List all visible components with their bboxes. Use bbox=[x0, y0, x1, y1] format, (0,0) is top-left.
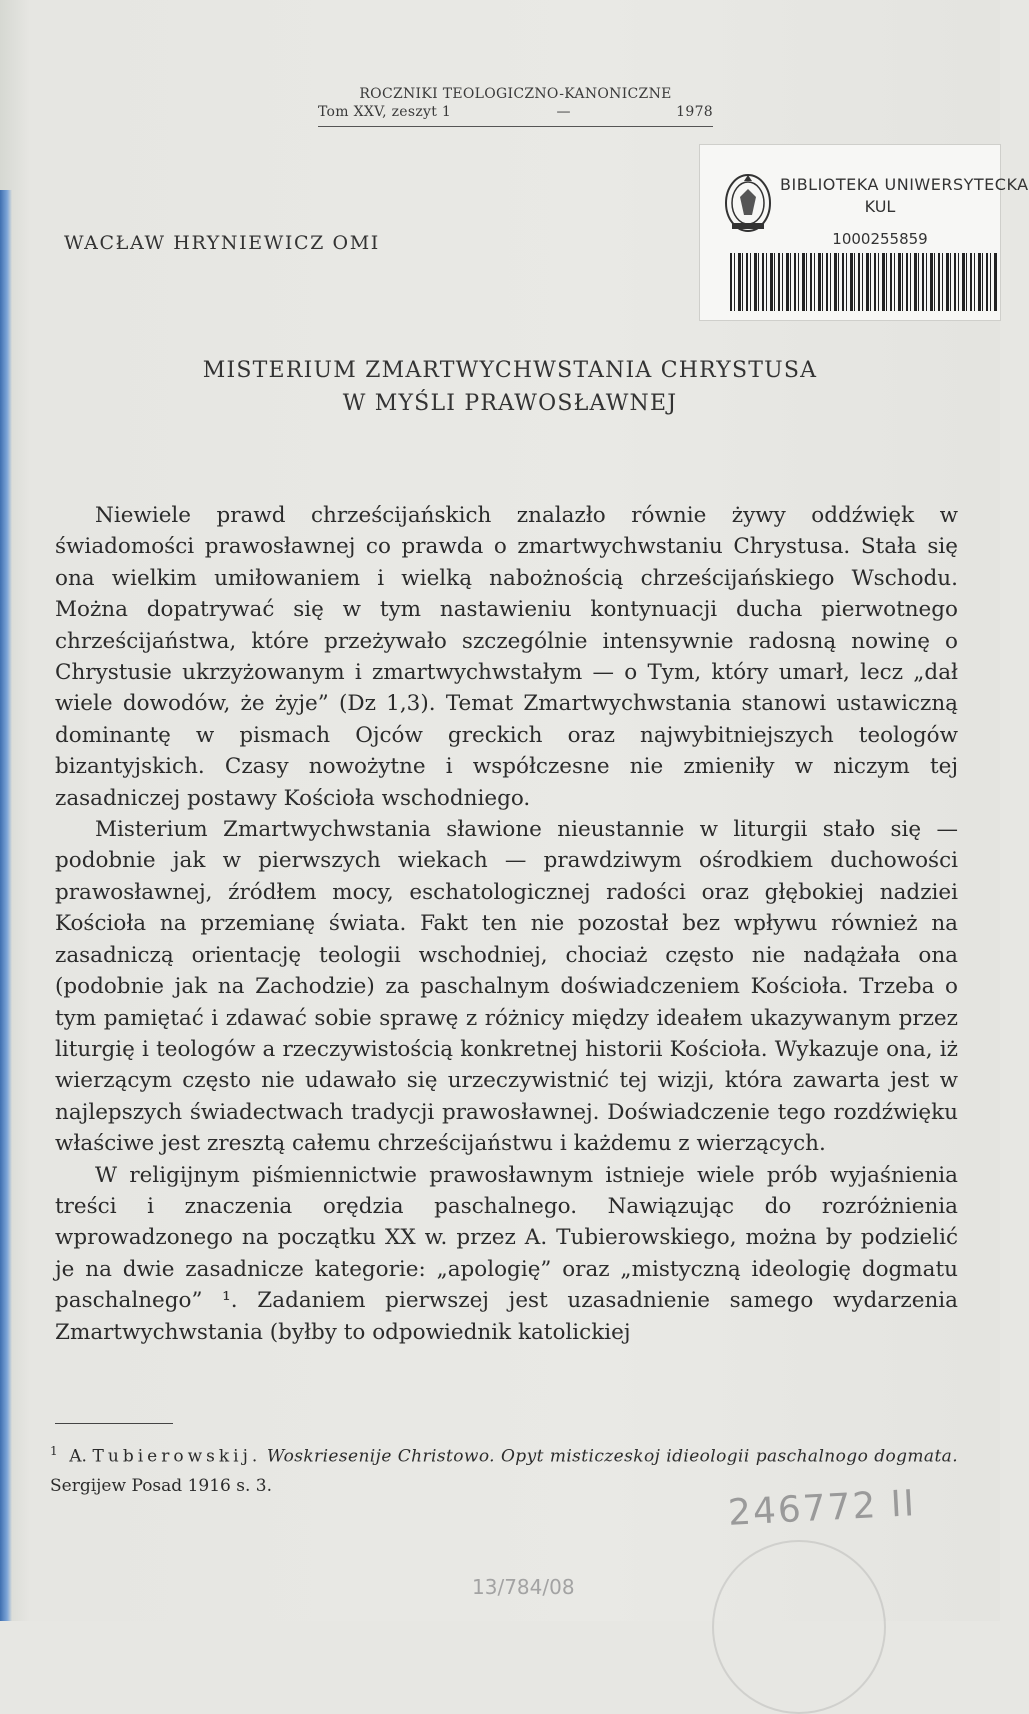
library-name: BIBLIOTEKA UNIWERSYTECKA bbox=[780, 175, 1029, 194]
article-title bbox=[160, 354, 860, 420]
article-body bbox=[55, 500, 958, 1348]
university-seal-icon bbox=[722, 167, 774, 237]
binding-edge bbox=[0, 190, 12, 1621]
paragraph-1: Niewiele prawd chrześcijańskich znalazło równie żywy oddźwięk w świadomości prawosławnej co prawda o zmartwychwstaniu Chrystusa. Stała się ona wielkim umiłowaniem i wielką nabożnością chrześcijańskiego Wschodu. Można dopatrywać się w tym nastawieniu kontynuacji ducha pierwotnego chrześcijaństwa, które przeżywało szczególnie intensywnie radosną nowinę o Chrystusie ukrzyżowanym i zmartwychwstałym — o Tym, który umarł, lecz „dał wiele dowodów, że żyje” (Dz 1,3). Temat Zmartwychwstania stanowi ustawiczną dominantę w pismach Ojców greckich oraz najwybitniejszych teologów bizantyjskich. Czasy nowożytne i współczesne nie zmieniły w niczym tej zasadniczej postawy Kościoła wschodniego. bbox=[55, 503, 958, 811]
library-sub: KUL bbox=[864, 197, 896, 216]
pencil-ref: 13/784/08 bbox=[472, 1575, 575, 1599]
library-label bbox=[700, 145, 1029, 320]
footnote-number: 1 bbox=[50, 1444, 58, 1458]
journal-volume-row bbox=[318, 104, 713, 120]
paragraph-2: Misterium Zmartwychwstania sławione nieustannie w liturgii stało się — podobnie jak w pierwszych wiekach — prawdziwym ośrodkiem duchowości prawosławnej, źródłem mocy, eschatologicznej radości oraz głębokiej nadziei Kościoła na przemianę świata. Fakt ten nie pozostał bez wpływu również na zasadniczą orientację teologii wschodniej, chociaż często nie nadążała ona (podobnie jak na Zachodzie) za paschalnym doświadczeniem Kościoła. Trzeba o tym pamiętać i zdawać sobie sprawę z różnicy między ideałem ukazywanym przez liturgię i teologów a rzeczywistością konkretnej historii Kościoła. Wykazuje ona, iż wierzącym często nie udawało się urzeczywistnić tej wizji, która zawarta jest w najlepszych świadectwach tradycji prawosławnej. Doświadczenie tego rozdźwięku właściwe jest zresztą całemu chrześcijaństwu i każdemu z wierzących. bbox=[55, 817, 958, 1157]
journal-title: ROCZNIKI TEOLOGICZNO-KANONICZNE bbox=[359, 86, 672, 102]
barcode bbox=[730, 253, 998, 311]
header-rule bbox=[318, 126, 713, 127]
journal-dash: — bbox=[556, 104, 571, 120]
author: WACŁAW HRYNIEWICZ OMI bbox=[64, 232, 380, 254]
footnote-rule bbox=[55, 1423, 173, 1424]
footnote-work-title: Woskriesenije Christowo. Opyt misticzeskoj idieologii paschalnogo dogmata. bbox=[266, 1446, 959, 1467]
paragraph-3: W religijnym piśmiennictwie prawosławnym istnieje wiele prób wyjaśnienia treści i znaczenia orędzia paschalnego. Nawiązując do rozróżnienia wprowadzonego na początku XX w. przez A. Tubierowskiego, można by podzielić je na dwie zasadnicze kategorie: „apologię” oraz „mistyczną ideologię dogmatu paschalnego” ¹. Zadaniem pierwszej jest uzasadnienie samego wydarzenia Zmartwychwstania (byłby to odpowiednik katolickiej bbox=[55, 1162, 958, 1345]
article-title-line-2: W MYŚLI PRAWOSŁAWNEJ bbox=[342, 391, 678, 416]
footnote-publication: Sergijew Posad 1916 s. 3. bbox=[50, 1475, 272, 1496]
barcode-number: 1000255859 bbox=[832, 230, 928, 248]
footnote-author-initial: A. bbox=[69, 1446, 87, 1467]
journal-volume: Tom XXV, zeszyt 1 bbox=[318, 104, 452, 120]
faint-stamp bbox=[712, 1540, 886, 1714]
journal-header bbox=[318, 86, 713, 127]
journal-year: 1978 bbox=[676, 104, 713, 120]
pencil-number: 246772 II bbox=[727, 1483, 918, 1534]
footnote-author-surname: Tubierowskij. bbox=[92, 1446, 262, 1467]
article-title-line-1: MISTERIUM ZMARTWYCHWSTANIA CHRYSTUSA bbox=[202, 358, 818, 383]
